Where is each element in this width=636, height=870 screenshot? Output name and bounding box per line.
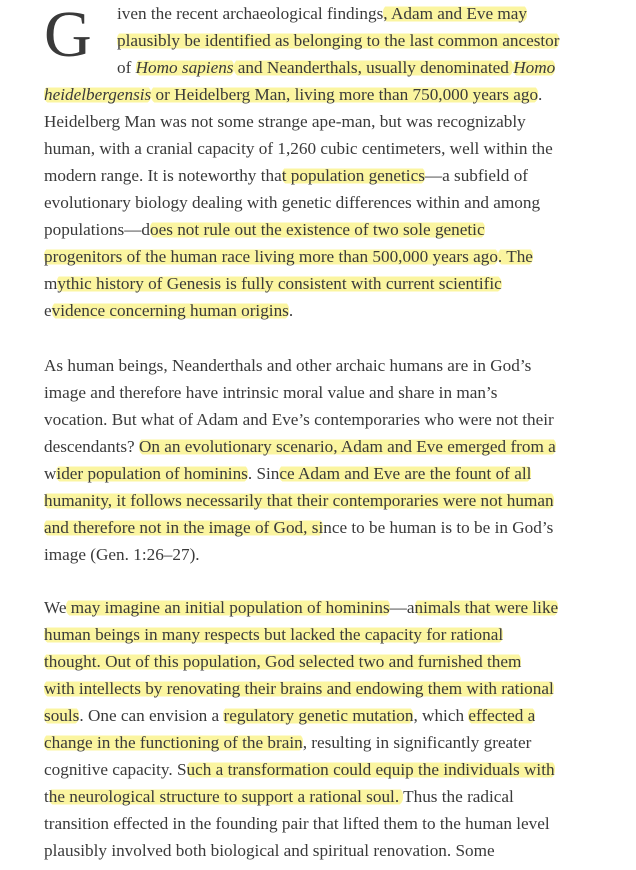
highlight[interactable]: and Neanderthals, usually denominated [233, 58, 514, 77]
paragraph-1 [44, 0, 616, 324]
highlight[interactable]: or Heidelberg Man, living more than 750,000 years ago [151, 85, 539, 104]
p3-line-3 [44, 648, 616, 675]
p1-line-3: of Homo sapiens and Neanderthals, usually denominated Homo [117, 58, 556, 77]
highlight[interactable]: heidelbergensis [44, 85, 152, 104]
p2-line-6 [44, 487, 616, 514]
highlight[interactable]: nimals that were like [414, 598, 559, 617]
highlight[interactable]: he neurological structure to support a rational soul. [48, 787, 404, 806]
p1-line-12: evidence concerning human origins. [44, 301, 294, 320]
paragraph-2 [44, 352, 616, 568]
p1-line-1: iven the recent archaeological findings, Adam and Eve may [117, 4, 527, 23]
highlight[interactable]: with intellects by renovating their brains and endowing them with rational [44, 679, 554, 698]
highlight[interactable]: ider population of hominins [56, 464, 248, 483]
highlight[interactable]: regulatory genetic mutation [223, 706, 414, 725]
highlight[interactable]: , Adam and Eve may [383, 4, 527, 23]
highlight[interactable]: ythic history of Genesis is fully consistent with current scientific [57, 274, 502, 293]
p3-line-5: souls. One can envision a regulatory genetic mutation, which effected a [44, 706, 536, 725]
p3-line-9: transition effected in the founding pair that lifted them to the human level [44, 814, 550, 833]
highlight[interactable]: change in the functioning of the brain [44, 733, 303, 752]
p1-line-6: human, with a cranial capacity of 1,260 cubic centimeters, well within the [44, 139, 553, 158]
p3-line-4 [44, 675, 616, 702]
p2-line-3: vocation. But what of Adam and Eve’s contemporaries who were not their [44, 410, 554, 429]
highlight[interactable]: and therefore not in the image of God, si [44, 518, 324, 537]
highlight[interactable]: may imagine an initial population of hominins [66, 598, 390, 617]
p2-line-5: wider population of hominins. Since Adam and Eve are the fount of all [44, 464, 532, 483]
p3-line-6: change in the functioning of the brain, resulting in significantly greater [44, 733, 532, 752]
p1-line-10 [44, 243, 616, 270]
highlight[interactable]: souls [44, 706, 80, 725]
paragraph-3 [44, 594, 616, 864]
p2-line-8: image (Gen. 1:26–27). [44, 545, 200, 564]
highlight[interactable]: Homo [513, 58, 556, 77]
highlight[interactable]: oes not rule out the existence of two sole genetic [150, 220, 485, 239]
p2-line-2: image and therefore have intrinsic moral value and share in man’s [44, 383, 498, 402]
highlight[interactable]: humanity, it follows necessarily that their contemporaries were not human [44, 491, 554, 510]
p1-line-11: mythic history of Genesis is fully consistent with current scientific [44, 274, 502, 293]
highlight[interactable]: plausibly be identified as belonging to the last common ancestor [117, 31, 560, 50]
highlight[interactable]: progenitors of the human race living more than 500,000 years ago [44, 247, 498, 266]
highlight[interactable]: Homo sapiens [135, 58, 234, 77]
highlight[interactable]: t population genetics [281, 166, 425, 185]
p2-line-4: descendants? On an evolutionary scenario, Adam and Eve emerged from a [44, 437, 556, 456]
p3-line-2 [44, 621, 616, 648]
highlight[interactable]: vidence concerning human origins [51, 301, 289, 320]
p1-line-4: heidelbergensis or Heidelberg Man, living more than 750,000 years ago. [44, 85, 543, 104]
highlight[interactable]: . The [497, 247, 533, 266]
p3-line-1: We may imagine an initial population of hominins—animals that were like [44, 598, 559, 617]
p1-line-9: populations—does not rule out the existence of two sole genetic [44, 220, 485, 239]
p1-line-8: evolutionary biology dealing with genetic differences within and among [44, 193, 541, 212]
highlight[interactable]: On an evolutionary scenario, Adam and Eve emerged from a [138, 437, 556, 456]
p3-line-7: cognitive capacity. Such a transformation could equip the individuals with [44, 760, 555, 779]
p1-line-7: modern range. It is noteworthy that population genetics—a subfield of [44, 166, 529, 185]
p1-line-2 [44, 27, 616, 54]
highlight[interactable]: effected a [468, 706, 536, 725]
highlight[interactable]: thought. Out of this population, God selected two and furnished them [44, 652, 522, 671]
highlight[interactable]: human beings in many respects but lacked the capacity for rational [44, 625, 504, 644]
p3-line-8: the neurological structure to support a rational soul. Thus the radical [44, 787, 514, 806]
p2-line-7: and therefore not in the image of God, since to be human is to be in God’s [44, 518, 554, 537]
p3-line-10: plausibly involved both biological and spiritual renovation. Some [44, 841, 495, 860]
drop-cap: G [44, 0, 92, 71]
highlight[interactable]: ce Adam and Eve are the fount of all [279, 464, 532, 483]
highlight[interactable]: uch a transformation could equip the individuals with [186, 760, 555, 779]
p1-line-5: Heidelberg Man was not some strange ape-man, but was recognizably [44, 112, 526, 131]
p2-line-1: As human beings, Neanderthals and other archaic humans are in God’s [44, 356, 532, 375]
